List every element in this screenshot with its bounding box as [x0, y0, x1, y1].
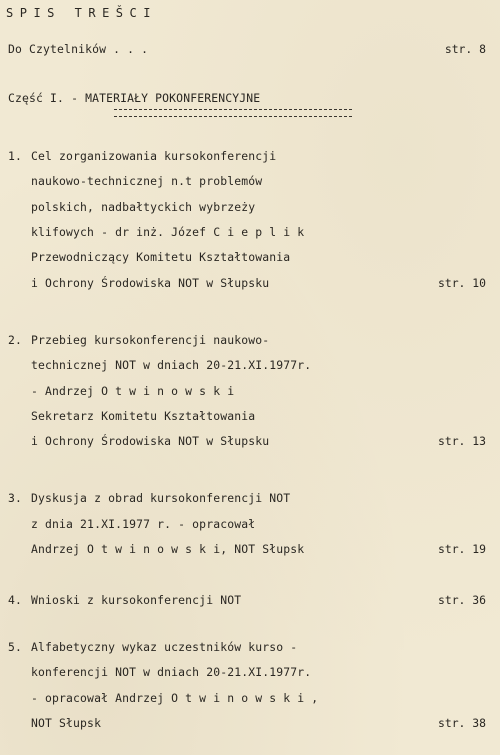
entry-1-line-2: naukowo-technicznej n.t problemów — [31, 174, 263, 188]
intro-label: Do Czytelników . . . — [8, 42, 149, 56]
entry-3-line-1: Dyskusja z obrad kursokonferencji NOT — [31, 491, 291, 505]
entry-3-page-ref: str. 19 — [437, 542, 486, 556]
entry-3-number: 3. — [8, 491, 23, 505]
entry-1-line-4: klifowych - dr inż. Józef C i e p l i k — [31, 225, 305, 239]
entry-5-line-3: - opracował Andrzej O t w i n o w s k i , — [31, 691, 319, 705]
entry-1-line-1: Cel zorganizowania kursokonferencji — [31, 149, 277, 163]
entry-3-line-3: Andrzej O t w i n o w s k i, NOT Słupsk — [31, 542, 305, 556]
entry-5-line-2: konferencji NOT w dniach 20-21.XI.1977r. — [31, 665, 312, 679]
entry-5-number: 5. — [8, 640, 23, 654]
intro-page-ref: str. 8 — [444, 42, 486, 56]
entry-5-page-ref: str. 38 — [437, 716, 486, 730]
entry-1-line-5: Przewodniczący Komitetu Kształtowania — [31, 250, 291, 264]
entry-2-page-ref: str. 13 — [437, 434, 486, 448]
entry-2-line-5: i Ochrony Środowiska NOT w Słupsku — [31, 434, 270, 448]
part-heading: Część I. - MATERIAŁY POKONFERENCYJNE — [8, 91, 261, 105]
entry-2-line-4: Sekretarz Komitetu Kształtowania — [31, 409, 256, 423]
entry-2-line-1: Przebieg kursokonferencji naukowo- — [31, 333, 270, 347]
entry-1-line-3: polskich, nadbałtyckich wybrzeży — [31, 200, 256, 214]
entry-5-line-1: Alfabetyczny wykaz uczestników kurso - — [31, 640, 298, 654]
page-title: SPIS TREŠCI — [6, 6, 157, 20]
entry-4-line-1: Wnioski z kursokonferencji NOT — [31, 593, 242, 607]
entry-2-number: 2. — [8, 333, 23, 347]
entry-5-line-4: NOT Słupsk — [31, 716, 102, 730]
entry-1-line-6: i Ochrony Środowiska NOT w Słupsku — [31, 276, 270, 290]
entry-3-line-2: z dnia 21.XI.1977 r. - opracował — [31, 517, 256, 531]
intro-entry — [8, 42, 490, 56]
entry-2-line-2: technicznej NOT w dniach 20-21.XI.1977r. — [31, 358, 312, 372]
entry-4-number: 4. — [8, 593, 23, 607]
part-heading-underline — [114, 109, 352, 117]
entry-4-page-ref: str. 36 — [437, 593, 486, 607]
entry-1-number: 1. — [8, 149, 23, 163]
entry-1-page-ref: str. 10 — [437, 276, 486, 290]
entry-2-line-3: - Andrzej O t w i n o w s k i — [31, 384, 235, 398]
